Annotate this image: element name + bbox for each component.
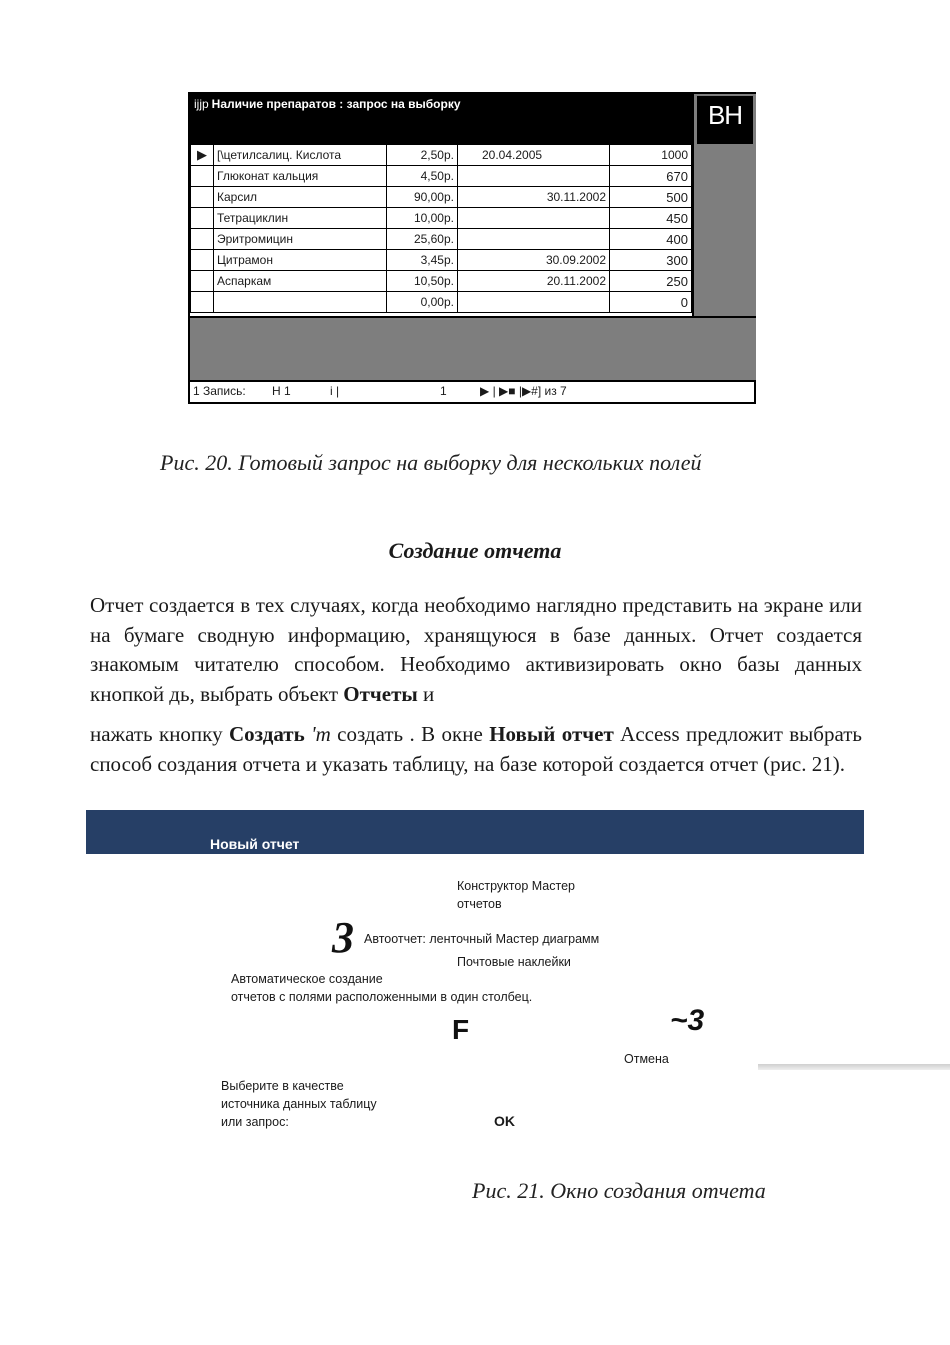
cell-price[interactable]: 2,50р. [387,145,458,166]
row-selector[interactable]: ▶ [191,145,214,166]
source-label-line-3: или запрос: [221,1115,289,1129]
new-report-title-bar [86,810,864,854]
source-label-line-1: Выберите в качестве [221,1079,344,1093]
cell-date[interactable] [458,229,610,250]
section-heading: Создание отчета [388,538,562,563]
body-paragraph-2 [90,720,862,779]
cell-price[interactable]: 4,50р. [387,166,458,187]
cell-quantity[interactable]: 500 [610,187,692,208]
glyph-tilde-3: ~3 [670,1004,705,1037]
table-row[interactable] [191,187,692,208]
option-reports[interactable]: отчетов [457,897,502,911]
cell-name[interactable]: Цитрамон [214,250,387,271]
cell-quantity[interactable]: 300 [610,250,692,271]
query-title: Наличие препаратов : запрос на выборку [211,97,461,111]
nav-current-field[interactable]: 1 [440,384,447,398]
cell-date[interactable] [458,208,610,229]
option-autoreport-chart[interactable]: Автоотчет: ленточный Мастер диаграмм [364,932,600,946]
cell-date[interactable]: 20.11.2002 [458,271,610,292]
cell-name[interactable] [214,292,387,313]
window-icon: ijjp [194,97,209,111]
cell-price[interactable]: 3,45р. [387,250,458,271]
table-row[interactable] [191,292,692,313]
cell-name[interactable]: Эритромицин [214,229,387,250]
nav-next-controls[interactable]: ▶ | ▶■ |▶#] из 7 [480,384,567,398]
preview-glyph-3: 3 [332,913,354,962]
source-label-line-2: источника данных таблицу [221,1097,377,1111]
cell-quantity[interactable]: 400 [610,229,692,250]
figure-21-caption: Рис. 21. Окно создания отчета [472,1178,766,1203]
option-labels[interactable]: Почтовые наклейки [457,955,571,969]
table-row[interactable] [191,271,692,292]
cancel-button[interactable]: Отмена [624,1052,669,1066]
cell-quantity[interactable]: 1000 [610,145,692,166]
nav-first-button[interactable]: Н 1 [272,384,291,398]
cell-quantity[interactable]: 450 [610,208,692,229]
glyph-f: F [452,1014,470,1045]
table-row[interactable] [191,208,692,229]
para-text: Access предложит выбрать способ создания отчета и указать таблицу, на базе которой создается отчет (рис. 21). [90,722,862,776]
cell-name[interactable]: Тетрациклин [214,208,387,229]
table-row[interactable] [191,166,692,187]
para-glyph: 'т [304,722,331,746]
cell-name[interactable]: Глюконат кальция [214,166,387,187]
ok-button[interactable]: OK [494,1113,515,1129]
option-designer-wizard[interactable]: Конструктор Мастер [457,879,575,893]
table-row[interactable] [191,229,692,250]
cell-quantity[interactable]: 670 [610,166,692,187]
query-title-bar [190,94,692,144]
description-line-2: отчетов с полями расположенными в один столбец. [231,990,533,1004]
table-row[interactable] [191,145,692,166]
record-navigator [190,380,756,402]
cell-price[interactable]: 25,60р. [387,229,458,250]
side-label: ВН [697,96,753,144]
nav-label: 1 Запись: [193,384,246,398]
cell-date[interactable] [458,166,610,187]
para-text: и [417,681,435,706]
cell-date[interactable] [458,292,610,313]
para-bold-reports: Отчеты [343,681,418,706]
row-selector[interactable] [191,229,214,250]
para-bold-create: Создать [228,722,305,746]
query-window [188,92,756,404]
cell-quantity[interactable]: 0 [610,292,692,313]
row-selector[interactable] [191,271,214,292]
cell-price[interactable]: 10,00р. [387,208,458,229]
cell-name[interactable]: Карсил [214,187,387,208]
side-panel [692,94,756,316]
para-text: создать . В окне [330,722,490,746]
cell-price[interactable]: 90,00р. [387,187,458,208]
para-text: Отчет создается в тех случаях, когда необходимо наглядно представить на экране или на бумаге сводную информацию, хранящуюся в базе данных. Отчет создается знакомым читателю способом. Необходимо активизировать окно базы данных кнопкой дь, выбрать объект [90,593,862,706]
cell-price[interactable]: 10,50р. [387,271,458,292]
row-selector[interactable] [191,187,214,208]
cell-date[interactable]: 30.11.2002 [458,187,610,208]
row-selector[interactable] [191,166,214,187]
row-selector[interactable] [191,292,214,313]
cell-date[interactable]: 30.09.2002 [458,250,610,271]
divider-line [758,1064,950,1070]
row-selector[interactable] [191,208,214,229]
empty-area [190,316,756,380]
cell-quantity[interactable]: 250 [610,271,692,292]
new-report-title: Новый отчет [210,836,300,852]
para-text: нажать кнопку [90,722,229,746]
cell-name[interactable]: Аспаркам [214,271,387,292]
cell-date[interactable]: 20.04.2005 [458,145,610,166]
nav-prev-button[interactable]: і | [330,384,340,398]
description-line-1: Автоматическое создание [231,972,383,986]
cell-name[interactable]: [\цетилсалиц. Кислота [214,145,387,166]
query-grid [190,144,692,313]
body-paragraph-1 [90,591,862,709]
table-row[interactable] [191,250,692,271]
row-selector[interactable] [191,250,214,271]
cell-price[interactable]: 0,00р. [387,292,458,313]
figure-20-caption: Рис. 20. Готовый запрос на выборку для нескольких полей [160,450,702,475]
para-bold-new-report: Новый отчет [489,722,614,746]
